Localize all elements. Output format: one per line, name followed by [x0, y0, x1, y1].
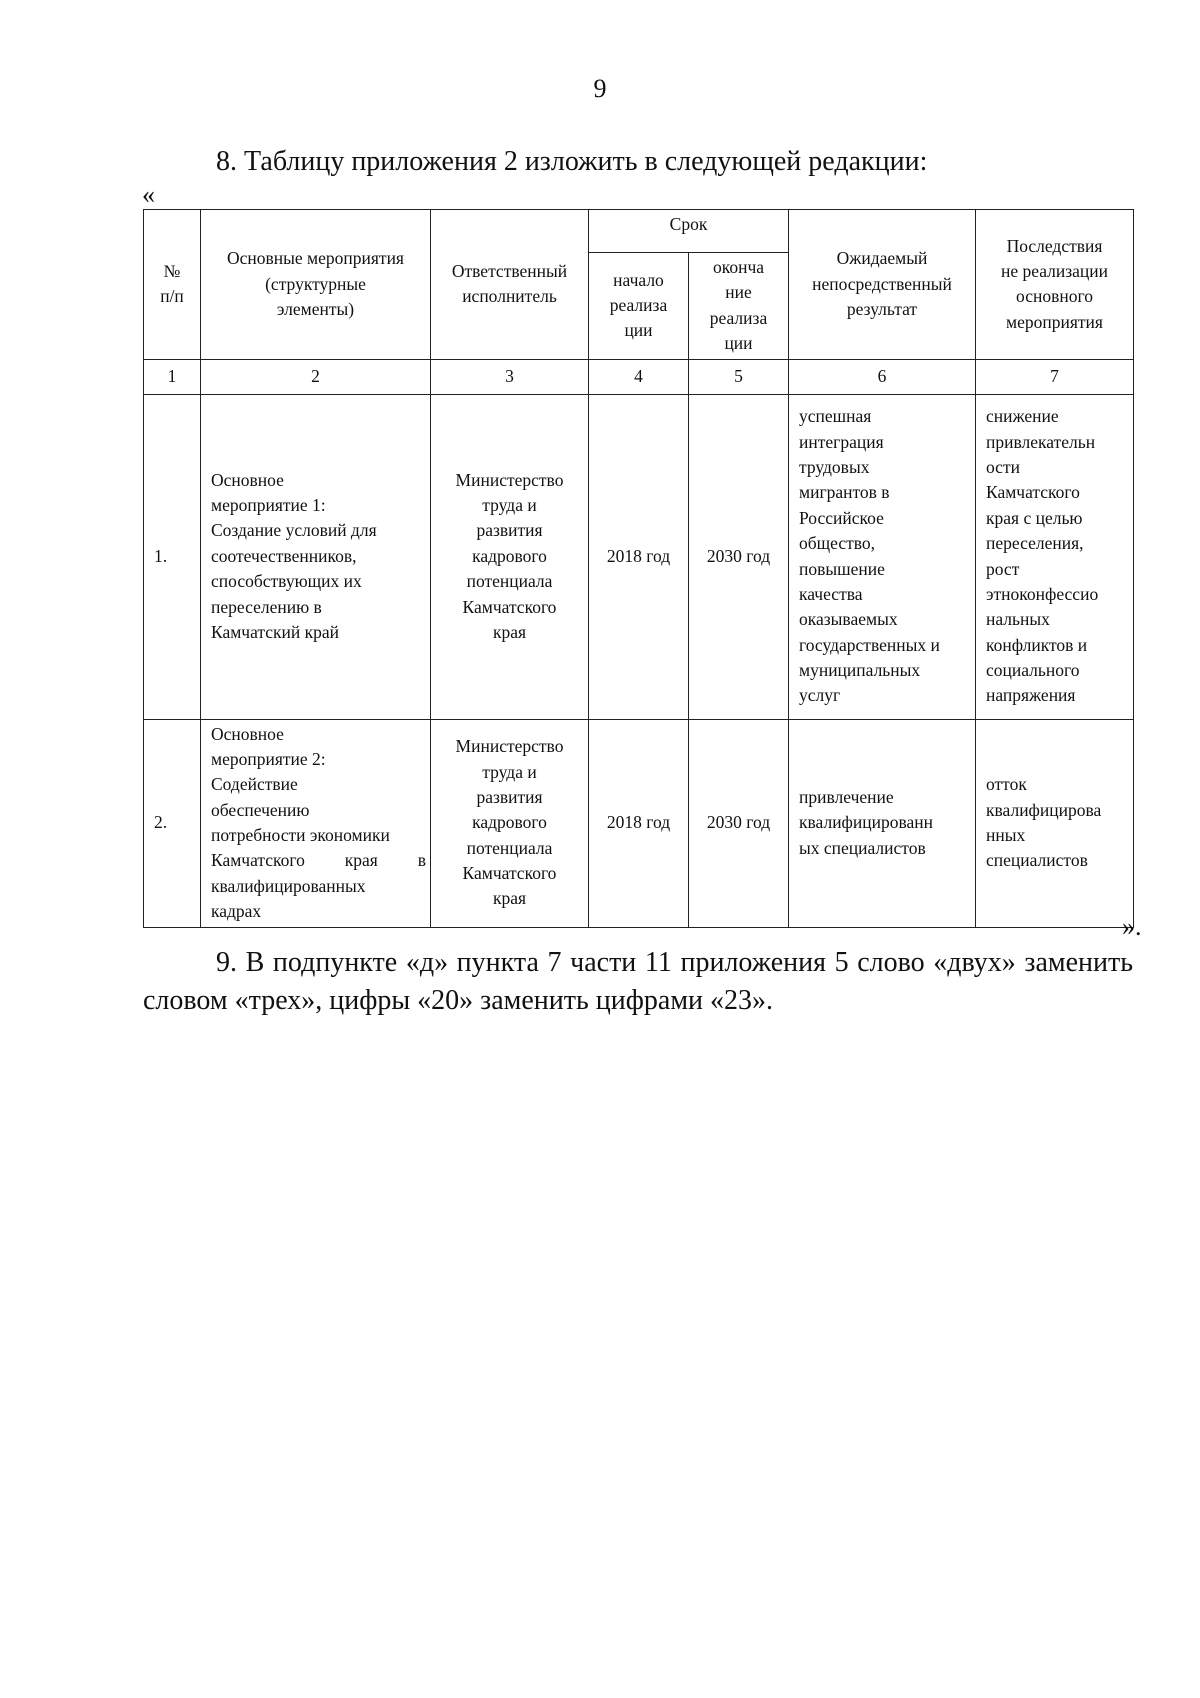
row-consequence: снижение привлекательн ости Камчатского края с целью переселения, рост этноконфессио нальных конфликтов и социального напряжения [976, 394, 1134, 719]
paragraph-9-line-2: словом «трех», цифры «20» заменить цифрами «23». [143, 985, 774, 1016]
row-result: привлечение квалифицированн ых специалистов [789, 719, 976, 927]
header-executor: Ответственный исполнитель [431, 210, 589, 360]
header-activities: Основные мероприятия (структурные элементы) [201, 210, 431, 360]
activity-line: Основное [211, 723, 284, 744]
activity-line: Камчатского края в [211, 850, 426, 871]
row-end: 2030 год [689, 394, 789, 719]
paragraph-9-line-1: 9. В подпункте «д» пункта 7 части 11 приложения 5 слово «двух» заменить [216, 947, 1133, 978]
row-activity [201, 719, 431, 927]
activity-line: мероприятие 2: [211, 748, 326, 769]
page-number: 9 [593, 74, 607, 103]
row-activity: Основное мероприятие 1: Создание условий для соотечественников, способствующих их переселению в Камчатский край [201, 394, 431, 719]
opening-quote: « [142, 180, 155, 209]
table-row [144, 394, 1134, 719]
column-number: 3 [431, 359, 589, 394]
closing-quote: ». [1122, 912, 1142, 941]
activity-line: потребности экономики [211, 825, 390, 845]
row-start: 2018 год [589, 719, 689, 927]
header-consequence: Последствия не реализации основного мероприятия [976, 210, 1134, 360]
column-number: 4 [589, 359, 689, 394]
table-row [144, 719, 1134, 927]
row-executor: Министерство труда и развития кадрового потенциала Камчатского края [431, 719, 589, 927]
column-number: 2 [201, 359, 431, 394]
activity-line: кадрах [211, 901, 262, 922]
column-number: 7 [976, 359, 1134, 394]
activity-line: обеспечению [211, 799, 310, 820]
activities-table [143, 209, 1134, 928]
activity-line: квалифицированных [211, 875, 366, 896]
header-term: Срок [589, 210, 789, 253]
table-header-row [144, 210, 1134, 253]
column-number: 5 [689, 359, 789, 394]
header-result: Ожидаемый непосредственный результат [789, 210, 976, 360]
header-number: № п/п [144, 210, 201, 360]
row-end: 2030 год [689, 719, 789, 927]
header-end: оконча ние реализа ции [689, 253, 789, 360]
activity-line: Содействие [211, 774, 298, 795]
row-start: 2018 год [589, 394, 689, 719]
row-result: успешная интеграция трудовых мигрантов в Российское общество, повышение качества оказываемых государственных и муниципальных услуг [789, 394, 976, 719]
header-start: начало реализа ции [589, 253, 689, 360]
column-number: 1 [144, 359, 201, 394]
row-consequence: отток квалифицирова нных специалистов [976, 719, 1134, 927]
row-number: 1. [144, 394, 201, 719]
paragraph-8: 8. Таблицу приложения 2 изложить в следующей редакции: [216, 146, 928, 177]
paragraph-9 [143, 944, 1133, 1020]
column-number: 6 [789, 359, 976, 394]
row-executor: Министерство труда и развития кадрового потенциала Камчатского края [431, 394, 589, 719]
row-number: 2. [144, 719, 201, 927]
column-numbers-row [144, 359, 1134, 394]
